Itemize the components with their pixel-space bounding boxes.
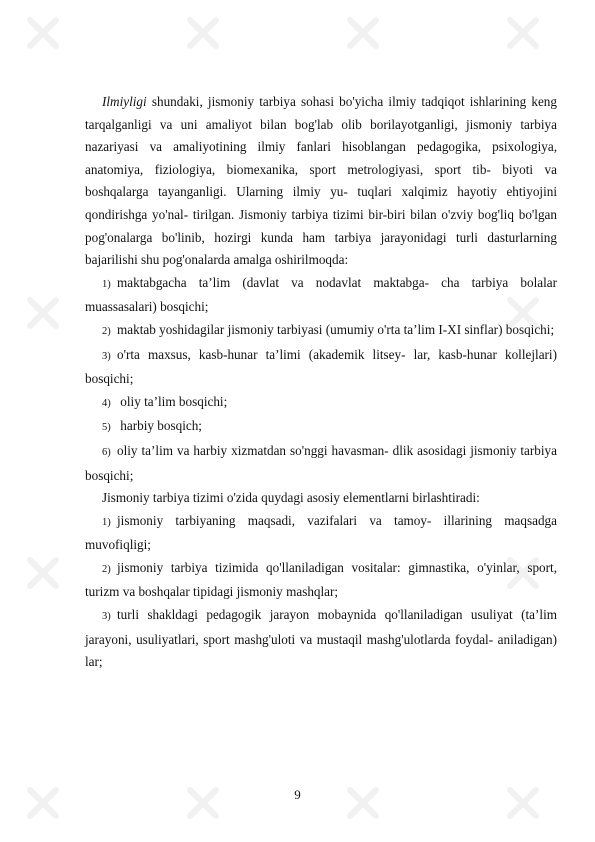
stage-item — [85, 391, 557, 416]
element-item — [85, 604, 557, 674]
stage-number: 5) — [102, 422, 111, 434]
stage-text: oliy ta’lim bosqichi; — [117, 393, 228, 409]
stage-text: maktabgacha ta’lim (davlat va nodavlat maktabga- cha tarbiya bolalar muassasalari) bosqichi; — [85, 274, 557, 315]
page-number: 9 — [294, 787, 301, 802]
element-number: 3) — [102, 611, 111, 623]
stage-text: maktab yoshidagilar jismoniy tarbiyasi (umumiy o'rta ta’lim I-XI sinflar) bosqichi; — [117, 321, 555, 337]
elements-intro: Jismoniy tarbiya tizimi o'zida quydagi asosiy elementlarni birlashtiradi: — [102, 490, 480, 506]
stage-item — [85, 319, 557, 344]
intro-paragraph — [85, 91, 557, 272]
element-number: 2) — [102, 563, 111, 575]
stage-item — [85, 415, 557, 440]
element-number: 1) — [102, 516, 111, 528]
intro-text: shundaki, jismoniy tarbiya sohasi bo'yicha ilmiy tadqiqot ishlarining keng tarqalganligi va uni amaliyot bilan bog'lab olib borilayotganligi, jismoniy tarbiya nazariyasi va amaliyotining ilmiy fanlari hisoblangan pedagogika, psixologiya, anatomiya, fiziologiya, biomexanika, sport metrologiyasi, sport tib- biyoti va boshqalarga tayanganligi. Ularning ilmiy yu- tuqlari xalqimiz hayotiy ehtiyojini qondirishga yo'nal- tirilgan. Jismoniy tarbiya tizimi bir-biri bilan o'zviy bog'liq bo'lgan pog'onalarga bo'linib, hozirgi kunda ham tarbiya jarayonidagi turli dasturlarning bajarilishi shu pog'onalarda amalga oshirilmoqda: — [85, 94, 557, 268]
page-body — [85, 91, 557, 674]
stage-item — [85, 344, 557, 391]
element-text: jismoniy tarbiyaning maqsadi, vazifalari va tamoy- illarining maqsadga muvofiqligi; — [85, 512, 557, 553]
stage-number: 3) — [102, 350, 111, 362]
stage-number: 2) — [102, 325, 111, 337]
stage-text: harbiy bosqich; — [117, 418, 202, 434]
stage-number: 4) — [102, 397, 111, 409]
element-text: jismoniy tarbiya tizimida qo'llaniladigan vositalar: gimnastika, o'yinlar, sport, turizm va boshqalar tipidagi jismoniy mashqlar; — [85, 559, 557, 600]
stage-item — [85, 272, 557, 319]
stage-text: o'rta maxsus, kasb-hunar ta’limi (akademik litsey- lar, kasb-hunar kollejlari) bosqichi; — [85, 346, 557, 387]
element-item — [85, 510, 557, 557]
element-text: turli shakldagi pedagogik jarayon mobaynida qo'llaniladigan usuliyat (ta’lim jarayoni, usuliyatlari, sport mashg'uloti va mustaqil mashg'ulotlarda foydal- aniladigan) lar; — [85, 607, 557, 670]
stage-number: 6) — [102, 446, 111, 458]
stage-text: oliy ta’lim va harbiy xizmatdan so'nggi havasman- dlik asosidagi jismoniy tarbiya bosqichi; — [85, 442, 557, 483]
element-item — [85, 557, 557, 604]
stage-item — [85, 440, 557, 487]
intro-lead-italic: Ilmiyligi — [102, 94, 147, 109]
stage-number: 1) — [102, 278, 111, 290]
